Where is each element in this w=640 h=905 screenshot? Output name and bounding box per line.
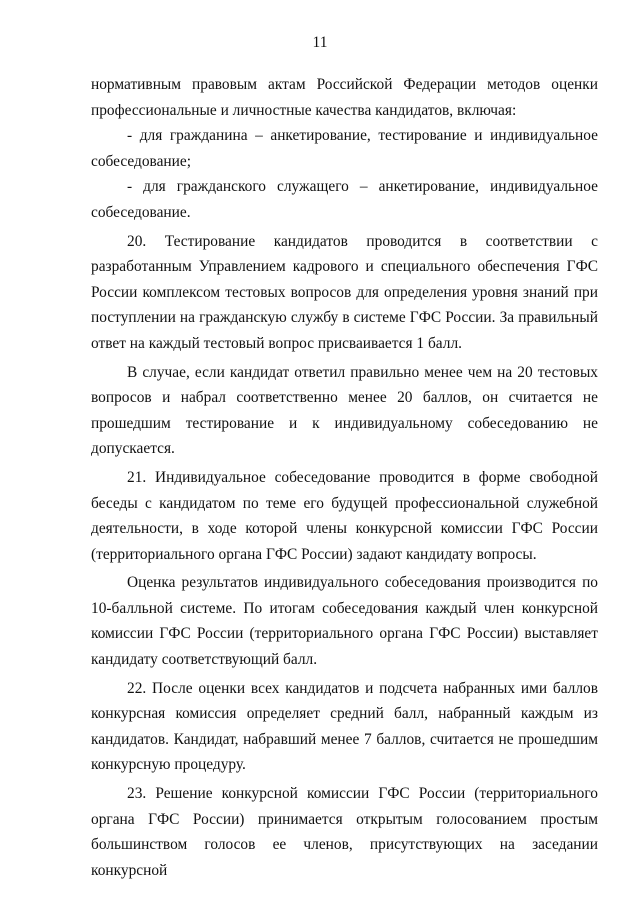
paragraph-methods-intro: нормативным правовым актам Российской Федерации методов оценки профессиональные и личностные качества кандидатов, включая: (91, 76, 598, 119)
paragraph-interview-scoring: Оценка результатов индивидуального собеседования производится по 10-балльной системе. По итогам собеседования каждый член конкурсной комиссии ГФС России (территориального органа ГФС России) выставляет кандидату соответствующий балл. (91, 574, 598, 669)
paragraph-22-average-score: 22. После оценки всех кандидатов и подсчета набранных ими баллов конкурсная комиссия определяет средний балл, набранный каждым из кандидатов. Кандидат, набравший менее 7 баллов, считается не прошедшим конкурсную процедуру. (91, 679, 598, 774)
paragraph-20-testing: 20. Тестирование кандидатов проводится в соответствии с разработанным Управлением кадрового и специального обеспечения ГФС России комплексом тестовых вопросов для определения уровня знаний при поступлении на гражданскую службу в системе ГФС России. За правильный ответ на каждый тестовый вопрос присваивается 1 балл. (91, 232, 598, 352)
paragraph-21-interview: 21. Индивидуальное собеседование проводится в форме свободной беседы с кандидатом по теме его будущей профессиональной служебной деятельности, в ходе которой члены конкурсной комиссии ГФС России (территориального органа ГФС России) задают кандидату вопросы. (91, 468, 598, 563)
list-item-citizen: - для гражданина – анкетирование, тестирование и индивидуальное собеседование; (91, 127, 598, 170)
paragraph-test-threshold: В случае, если кандидат ответил правильно менее чем на 20 тестовых вопросов и набрал соответственно менее 20 баллов, он считается не прошедшим тестирование и к индивидуальному собеседованию не допускается. (91, 363, 598, 458)
document-body (91, 72, 598, 883)
page-number: 11 (312, 34, 328, 51)
list-item-civil-servant: - для гражданского служащего – анкетирование, индивидуальное собеседование. (91, 178, 598, 221)
paragraph-23-decision: 23. Решение конкурсной комиссии ГФС России (территориального органа ГФС России) принимается открытым голосованием простым большинством голосов ее членов, присутствующих на заседании конкурсной (91, 785, 598, 879)
